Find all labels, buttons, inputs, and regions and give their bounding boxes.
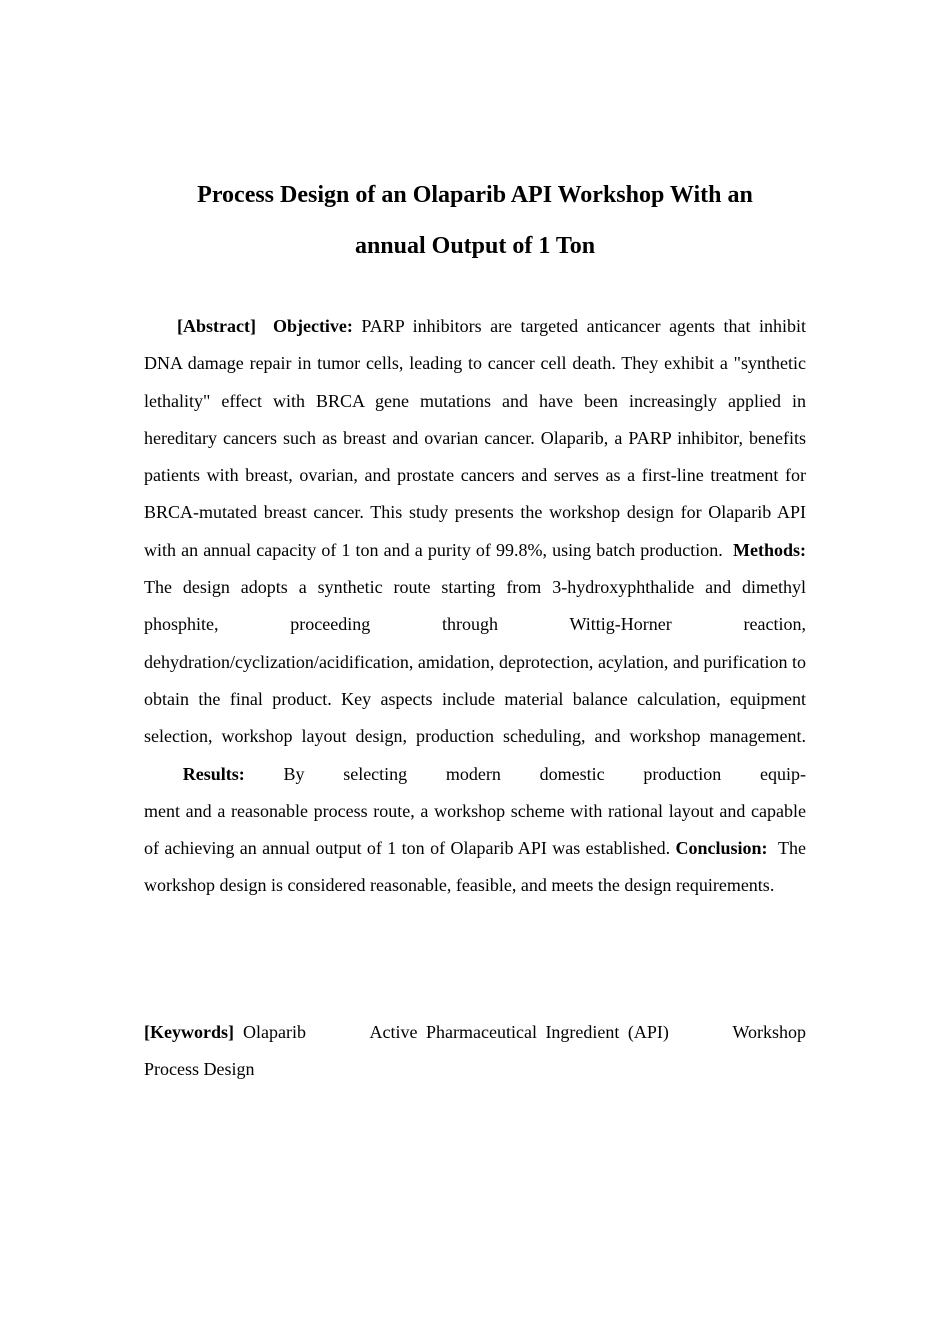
document-title (144, 170, 806, 272)
title-line-1: Process Design of an Olaparib API Workshop With an (197, 182, 753, 208)
results-text-part1: By selecting modern domestic production equip- (283, 763, 807, 784)
methods-text: The design adopts a synthetic route starting from 3-hydroxyphthalide and dimethyl phosphite, proceeding through Wittig-Horner reaction, dehydration/cyclization/acidification, amidation, deprotection, acylation, and purification to obtain the final product. Key aspects include material balance calculation, equipment selection, workshop layout design, production scheduling, and workshop management. (144, 577, 806, 747)
abstract-paragraph-2 (144, 793, 806, 905)
results-text-part2: ment and a reasonable process route, a workshop scheme with rational layout and capable of achieving an annual output of 1 ton of Olaparib API was established. (144, 800, 806, 859)
keyword-item: Process Design (144, 1059, 255, 1079)
objective-label: Objective: (272, 316, 353, 336)
conclusion-label: Conclusion: (675, 838, 768, 859)
abstract-section (144, 308, 806, 905)
methods-label: Methods: (733, 539, 807, 560)
conclusion-text: The workshop design is considered reasonable, feasible, and meets the design requirements. (144, 838, 806, 896)
keywords-section (144, 1014, 806, 1088)
title-line-2: annual Output of 1 Ton (354, 233, 596, 259)
keyword-item: Workshop (732, 1022, 806, 1042)
objective-text: PARP inhibitors are targeted anticancer agents that inhibit DNA damage repair in tumor cells, leading to cancer cell death. They exhibit a "synthetic lethality" effect with BRCA gene mutations and have been increasingly applied in hereditary cancers such as breast and ovarian cancer. Olaparib, a PARP inhibitor, benefits patients with breast, ovarian, and prostate cancers and serves as a first-line treatment for BRCA-mutated breast cancer. This study presents the workshop design for Olaparib API with an annual capacity of 1 ton and a purity of 99.8%, using batch production. (144, 316, 807, 560)
abstract-label: [Abstract] (177, 316, 256, 336)
keyword-item: Olaparib (242, 1022, 306, 1042)
keywords-row (144, 1014, 806, 1051)
abstract-paragraph-1 (144, 308, 806, 793)
results-label: Results: (182, 763, 245, 784)
keyword-item: Active Pharmaceutical Ingredient (API) (369, 1022, 669, 1042)
keywords-label: [Keywords] (144, 1022, 234, 1042)
keywords-first-group (144, 1014, 306, 1051)
